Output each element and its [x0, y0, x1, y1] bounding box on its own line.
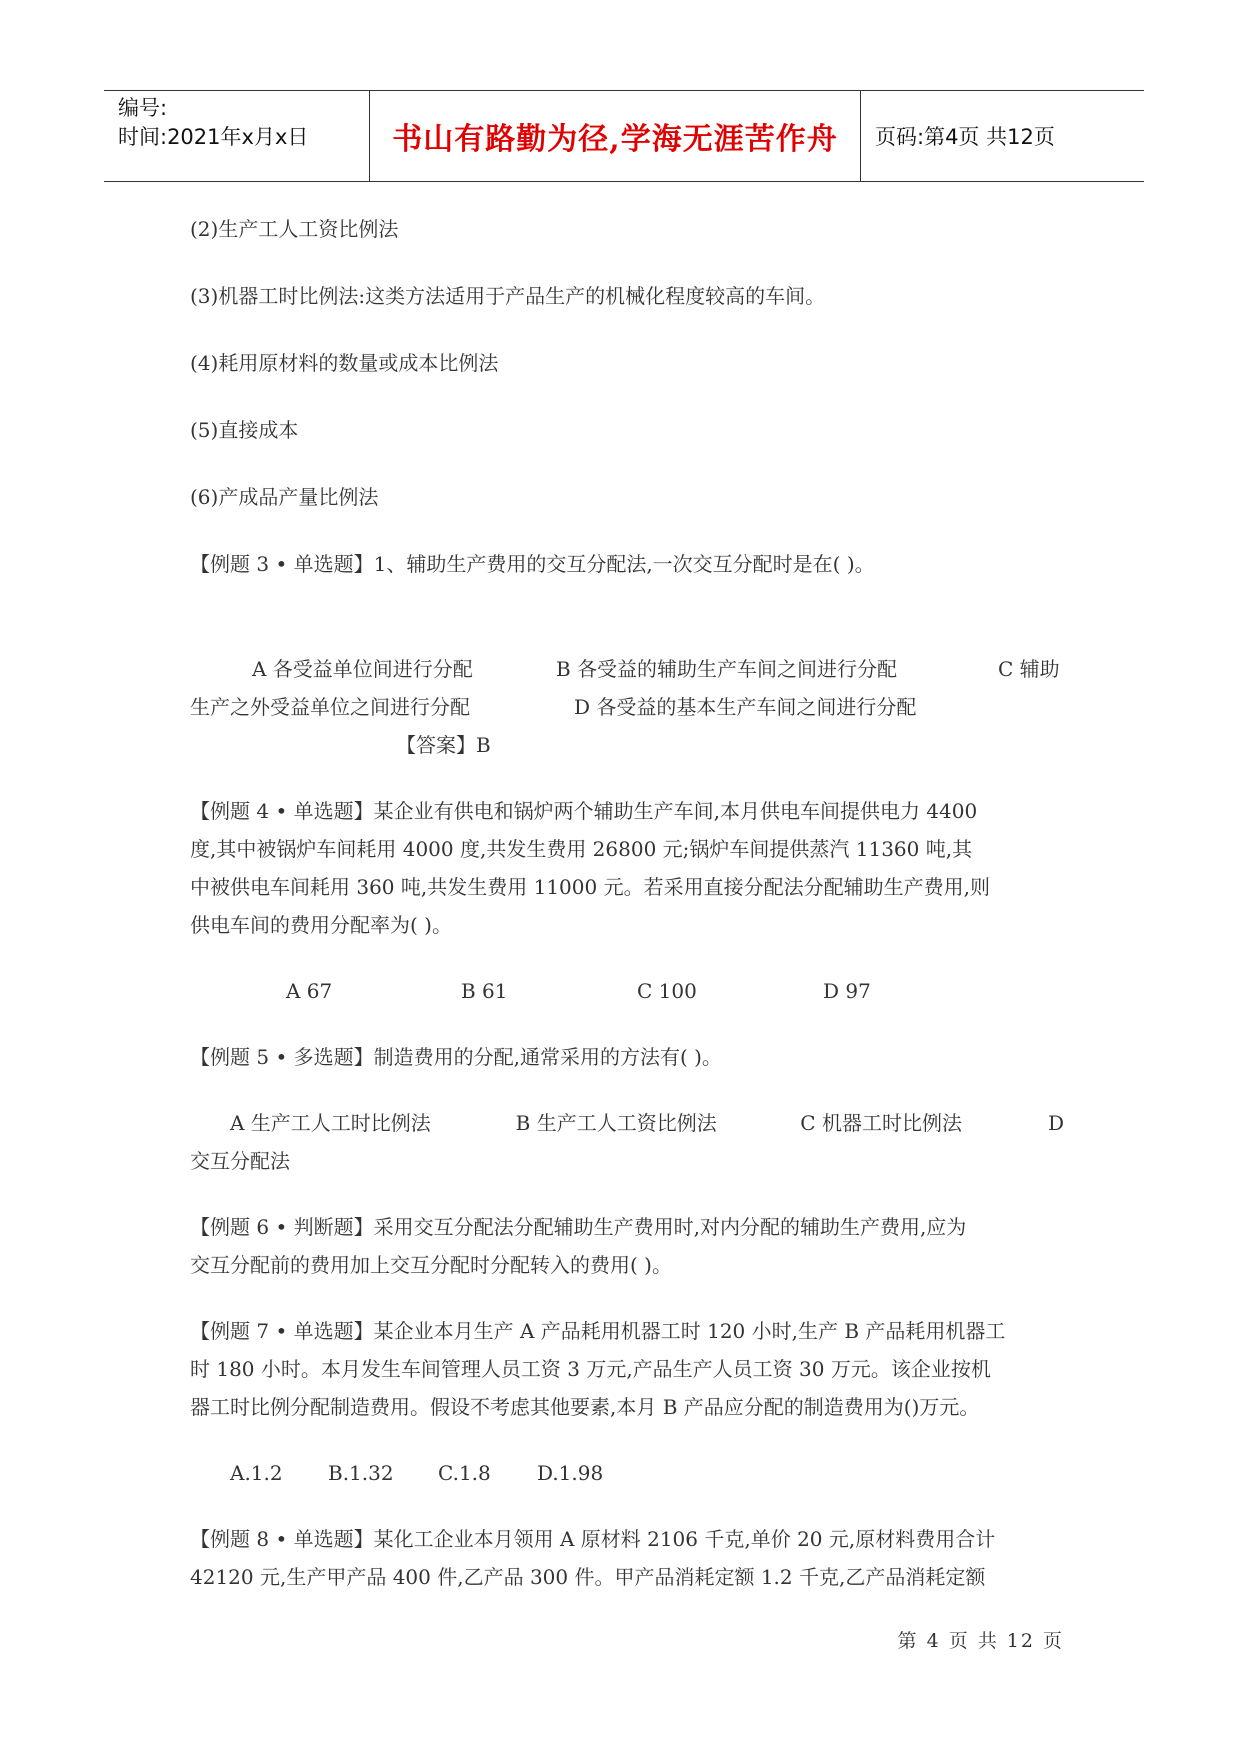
- document-header: [104, 90, 1144, 182]
- example-3-question: 【例题 3 • 单选题】1、辅助生产费用的交互分配法,一次交互分配时是在( )。: [190, 552, 875, 576]
- example-5-question: 【例题 5 • 多选题】制造费用的分配,通常采用的方法有( )。: [190, 1045, 722, 1069]
- example-7: [190, 1312, 1064, 1492]
- example-4-options: [190, 972, 1064, 1010]
- option-b: B 各受益的辅助生产车间之间进行分配: [556, 657, 898, 681]
- option-c: C 100: [637, 979, 697, 1003]
- option-b: B.1.32: [328, 1461, 394, 1485]
- example-8: [190, 1520, 1064, 1596]
- option-d: D 97: [823, 979, 871, 1003]
- option-b: B 生产工人工资比例法: [515, 1111, 717, 1135]
- header-motto: 书山有路勤为径,学海无涯苦作舟: [370, 91, 861, 181]
- example-7-line: 【例题 7 • 单选题】某企业本月生产 A 产品耗用机器工时 120 小时,生产 B 产品耗用机器工: [190, 1319, 1006, 1343]
- method-item: (6)产成品产量比例法: [190, 485, 379, 509]
- option-a: A 67: [286, 979, 333, 1003]
- option-b: B 61: [461, 979, 508, 1003]
- method-item: (2)生产工人工资比例法: [190, 217, 399, 241]
- example-5-options-line1: [190, 1104, 1064, 1142]
- example-5: [190, 1038, 1064, 1180]
- example-6: [190, 1208, 1064, 1284]
- example-4: [190, 792, 1064, 1010]
- page-content: [190, 210, 1064, 1596]
- example-3-options-line1: [190, 650, 1064, 688]
- example-8-line: 【例题 8 • 单选题】某化工企业本月领用 A 原材料 2106 千克,单价 20 元,原材料费用合计: [190, 1527, 996, 1551]
- example-3-answer: 【答案】B: [396, 733, 491, 757]
- option-a: A 生产工人工时比例法: [230, 1111, 431, 1135]
- example-6-line: 交互分配前的费用加上交互分配时分配转入的费用( )。: [190, 1253, 672, 1277]
- example-7-line: 器工时比例分配制造费用。假设不考虑其他要素,本月 B 产品应分配的制造费用为()万元。: [190, 1395, 980, 1419]
- example-3: [190, 545, 1064, 764]
- example-3-options-line2: [190, 688, 1064, 726]
- example-4-line: 【例题 4 • 单选题】某企业有供电和锅炉两个辅助生产车间,本月供电车间提供电力 4400: [190, 799, 978, 823]
- time-label: 时间:2021年x月x日: [118, 125, 309, 149]
- example-8-line: 42120 元,生产甲产品 400 件,乙产品 300 件。甲产品消耗定额 1.2 千克,乙产品消耗定额: [190, 1565, 986, 1589]
- option-c: C.1.8: [438, 1461, 491, 1485]
- option-a: A.1.2: [230, 1461, 283, 1485]
- header-meta: [104, 91, 370, 181]
- example-6-line: 【例题 6 • 判断题】采用交互分配法分配辅助生产费用时,对内分配的辅助生产费用,应为: [190, 1215, 967, 1239]
- option-c-cont: 生产之外受益单位之间进行分配: [190, 695, 470, 719]
- method-item: (5)直接成本: [190, 418, 299, 442]
- method-item: (3)机器工时比例法:这类方法适用于产品生产的机械化程度较高的车间。: [190, 284, 826, 308]
- example-7-line: 时 180 小时。本月发生车间管理人员工资 3 万元,产品生产人员工资 30 万元。该企业按机: [190, 1357, 991, 1381]
- example-4-line: 度,其中被锅炉车间耗用 4000 度,共发生费用 26800 元;锅炉车间提供蒸汽 11360 吨,其: [190, 837, 973, 861]
- option-d: D 各受益的基本生产车间之间进行分配: [574, 695, 917, 719]
- option-d-cont: 交互分配法: [190, 1149, 290, 1173]
- option-a: A 各受益单位间进行分配: [252, 657, 473, 681]
- example-4-line: 中被供电车间耗用 360 吨,共发生费用 11000 元。若采用直接分配法分配辅助生产费用,则: [190, 875, 990, 899]
- method-item: (4)耗用原材料的数量或成本比例法: [190, 351, 499, 375]
- example-4-line: 供电车间的费用分配率为( )。: [190, 913, 452, 937]
- option-c: C 机器工时比例法: [800, 1111, 962, 1135]
- option-c: C 辅助: [998, 657, 1060, 681]
- example-7-options: [190, 1454, 1064, 1492]
- serial-label: 编号:: [118, 96, 168, 120]
- page-footer: 第 4 页 共 12 页: [897, 1630, 1064, 1652]
- option-d: D.1.98: [537, 1461, 604, 1485]
- option-d: D: [1047, 1111, 1065, 1135]
- header-page-info: 页码:第4页 共12页: [875, 125, 1055, 149]
